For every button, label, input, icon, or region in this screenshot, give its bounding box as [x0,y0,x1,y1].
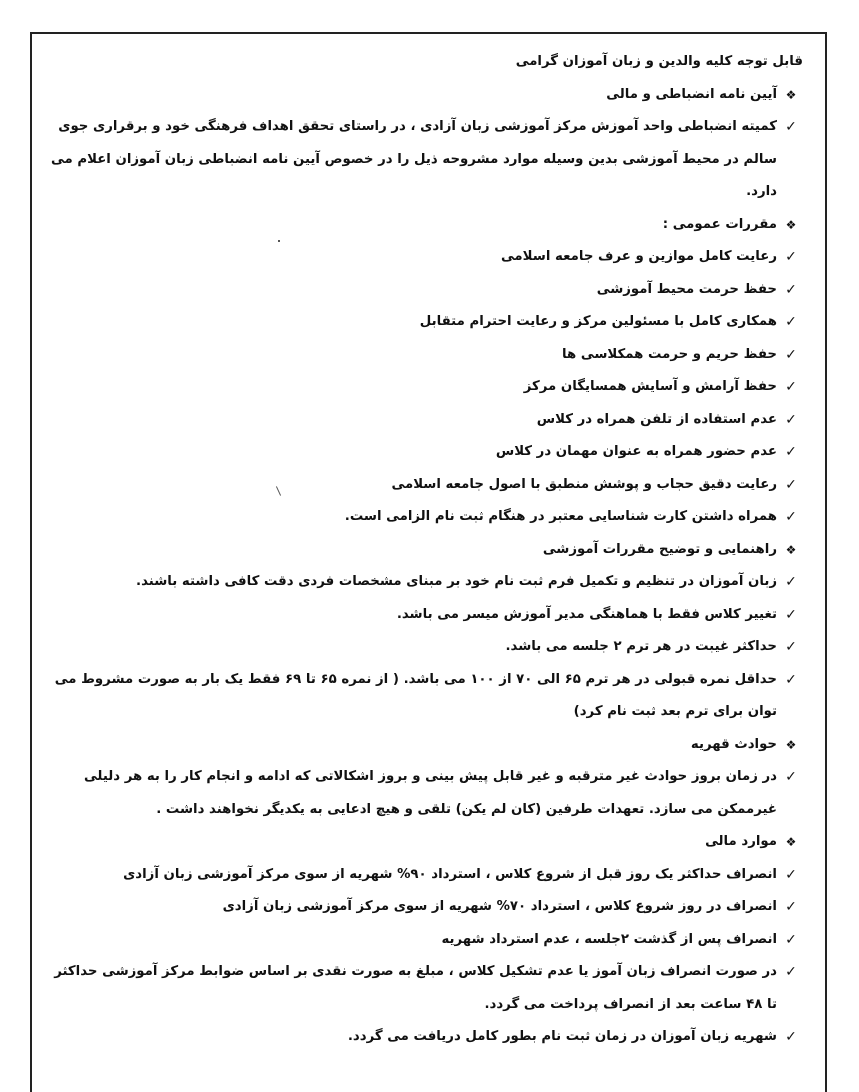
list-item-text: انصراف در روز شروع کلاس ، استرداد ۷۰% شهریه از سوی مرکز آموزشی زبان آزادی [222,899,777,914]
list-item-text: حداقل نمره قبولی در هر ترم ۶۵ الی ۷۰ از ۱۰۰ می باشد. ( از نمره ۶۵ تا ۶۹ فقط یک بار به صورت مشروط می توان برای ترم بعد ثبت نام کرد) [54,671,777,719]
section-heading [50,534,807,567]
checkmark-icon: ✓ [785,119,797,135]
list-item-text: همکاری کامل با مسئولین مرکز و رعایت احترام متقابل [419,314,777,329]
scan-speck [278,240,280,242]
section-heading [50,209,807,242]
list-item [50,436,807,469]
list-item [50,631,807,664]
section-heading-text: راهنمایی و توضیح مقررات آموزشی [542,541,777,557]
checkmark-icon: ✓ [785,444,797,460]
checkmark-icon: ✓ [785,639,797,655]
list-item [50,859,807,892]
list-item-text: رعایت دقیق حجاب و پوشش منطبق با اصول جامعه اسلامی [391,476,777,492]
list-item [50,111,807,209]
checkmark-icon: ✓ [785,476,797,493]
list-item [50,469,807,502]
checkmark-icon: ✓ [785,411,797,428]
document-page [30,32,827,1092]
diamond-bullet-icon: ❖ [785,737,797,752]
list-item-text: عدم استفاده از تلفن همراه در کلاس [536,411,777,427]
list-item-text: حفظ آرامش و آسایش همسایگان مرکز [523,379,777,394]
list-item-text: همراه داشتن کارت شناسایی معتبر در هنگام ثبت نام الزامی است. [344,509,777,524]
section-heading [50,729,807,762]
checkmark-icon: ✓ [785,379,797,395]
diamond-bullet-icon: ❖ [785,87,797,102]
list-item-text: حفظ حریم و حرمت همکلاسی ها [562,346,777,362]
diamond-bullet-icon: ❖ [785,835,797,849]
checkmark-icon: ✓ [785,931,797,948]
section-heading-text: حوادث قهریه [690,736,777,752]
diamond-bullet-icon: ❖ [785,217,797,232]
section-heading-text: مقررات عمومی : [662,216,777,232]
list-item [50,566,807,599]
checkmark-icon: ✓ [785,1029,797,1045]
section-heading-text: موارد مالی [705,834,777,849]
checkmark-icon: ✓ [785,866,797,883]
list-item-text: انصراف پس از گذشت ۲جلسه ، عدم استرداد شهریه [441,931,777,947]
list-item [50,274,807,307]
list-item [50,924,807,957]
checkmark-icon: ✓ [785,574,797,590]
list-item [50,664,807,729]
list-item [50,371,807,404]
checkmark-icon: ✓ [785,314,797,330]
list-item-text: عدم حضور همراه به عنوان مهمان در کلاس [495,444,777,459]
section-heading [50,826,807,859]
checkmark-icon: ✓ [785,671,797,688]
list-item [50,501,807,534]
list-item-text: انصراف حداکثر یک روز قبل از شروع کلاس ، استرداد ۹۰% شهریه از سوی مرکز آموزشی زبان آزادی [123,866,777,882]
checkmark-icon: ✓ [785,606,797,623]
list-item-text: حفظ حرمت محیط آموزشی [596,281,777,297]
checkmark-icon: ✓ [785,769,797,785]
checkmark-icon: ✓ [785,249,797,265]
list-item-text: رعایت کامل موازین و عرف جامعه اسلامی [500,249,777,264]
list-item [50,306,807,339]
document-title: قابل توجه کلیه والدین و زبان آموزان گرامی [515,54,803,69]
list-item-text: در زمان بروز حوادث غیر مترقبه و غیر قابل پیش بینی و بروز اشکالاتی که ادامه و انجام کار را به هر دلیلی غیرممکن می سازد. تعهدات طرفین (کان لم یکن) تلقی و هیچ ادعایی به یکدیگر نخواهند داشت . [83,769,777,817]
list-item-text: زبان آموزان در تنظیم و تکمیل فرم ثبت نام خود بر مبنای مشخصات فردی دقت کافی داشته باشند. [136,574,777,589]
list-item [50,956,807,1021]
section-heading-text: آیین نامه انضباطی و مالی [606,86,777,102]
list-item [50,891,807,924]
list-item-text: در صورت انصراف زبان آموز یا عدم تشکیل کلاس ، مبلغ به صورت نقدی بر اساس ضوابط مرکز آموزشی حداکثر تا ۴۸ ساعت بعد از انصراف پرداخت می گردد. [54,964,777,1012]
list-item-text: شهریه زبان آموزان در زمان ثبت نام بطور کامل دریافت می گردد. [347,1029,777,1044]
list-item [50,761,807,826]
checkmark-icon: ✓ [785,509,797,525]
checkmark-icon: ✓ [785,281,797,298]
checkmark-icon: ✓ [785,346,797,363]
list-item [50,404,807,437]
checkmark-icon: ✓ [785,964,797,980]
diamond-bullet-icon: ❖ [785,542,797,557]
list-item [50,241,807,274]
list-item-text: کمیته انضباطی واحد آموزش مرکز آموزشی زبان آزادی ، در راستای تحقق اهداف فرهنگی خود و برقراری جوی سالم در محیط آموزشی بدین وسیله موارد مشروحه ذیل را در خصوص آیین نامه انضباطی زبان آموزان اعلام می دارد. [51,119,777,199]
list-item [50,599,807,632]
list-item [50,339,807,372]
list-item-text: حداکثر غیبت در هر ترم ۲ جلسه می باشد. [505,639,777,654]
checkmark-icon: ✓ [785,899,797,915]
document-body [50,46,807,1054]
list-item-text: تغییر کلاس فقط با هماهنگی مدیر آموزش میسر می باشد. [396,606,777,622]
section-heading [50,79,807,112]
list-item [50,1021,807,1054]
